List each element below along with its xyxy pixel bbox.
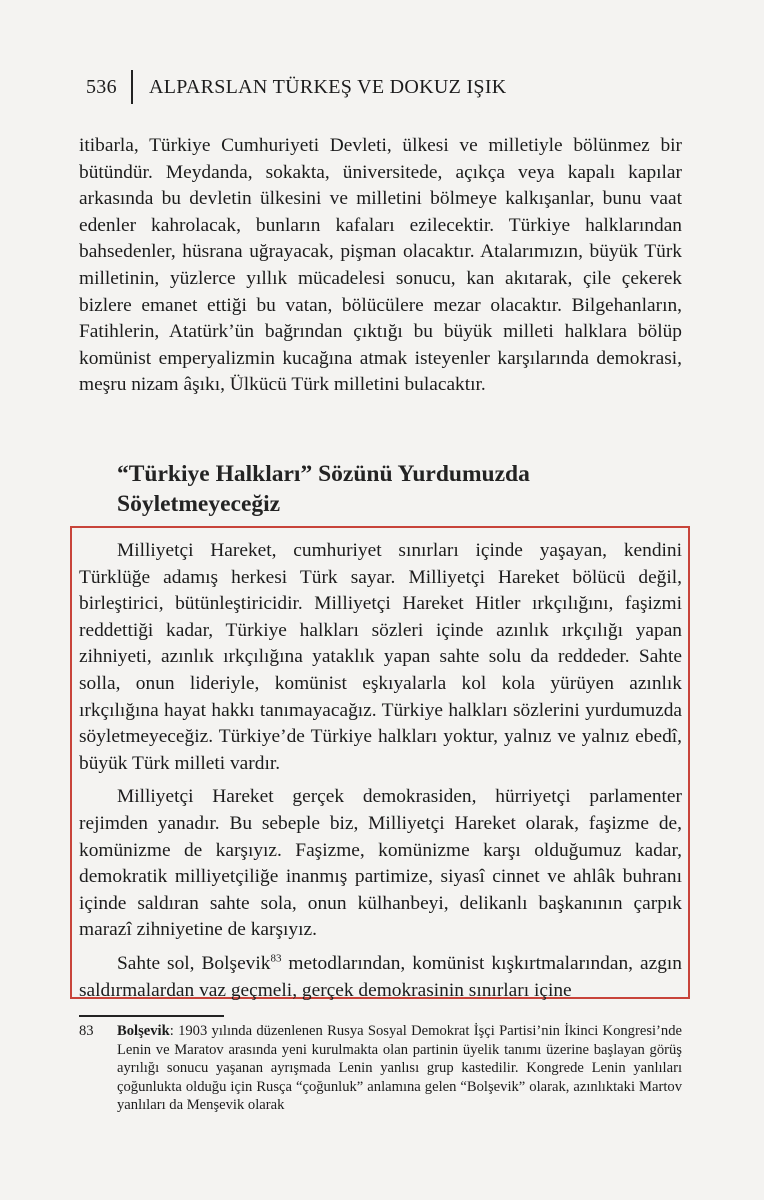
footnote-separator	[79, 1015, 224, 1017]
footnote-number: 83	[79, 1023, 94, 1039]
footnote-term: Bolşevik	[117, 1023, 170, 1039]
paragraph-text: metodlarından, komünist kışkırtmalarından, azgın saldırmalardan vaz geçmeli, gerçek demokrasinin sınırları içine	[79, 952, 682, 1001]
paragraph: Milliyetçi Hareket, cumhuriyet sınırları içinde yaşayan, kendini Türklüğe adamış herkesi Türk sayar. Milliyetçi Hareket bölücü değil, birleştirici, bütünleştiricidir. Milliyetçi Hareket Hitler ırkçılığını, faşizmi reddettiği kadar, Türkiye halkları sözleri içinde azınlık ırkçılığı yapan zihniyeti, azınlık ırkçılığına yataklık yapan sahte solu da reddeder. Sahte solla, onun lideriyle, komünist eşkıyalarla kol kola yürüyen azınlık ırkçılığına hayat hakkı tanımayacağız. Türkiye halkları sözlerini yurdumuzda söyletmeyeceğiz. Türkiye’de Türkiye halkları yoktur, yalnız ve yalnız ebedî, büyük Türk milleti vardır.	[79, 540, 682, 774]
highlighted-text	[79, 538, 682, 1011]
paragraph-text: Sahte sol, Bolşevik	[117, 952, 271, 974]
running-header	[86, 70, 507, 104]
paragraph: itibarla, Türkiye Cumhuriyeti Devleti, ülkesi ve milletiyle bölünmez bir bütündür. Meydanda, sokakta, üniversitede, açıkça veya kapalı kapılar arkasında bu devletin ülkesini ve milletini bölmeye kalkışanlar, bunu vaat edenler kahrolacak, bunların kafaları ezilecektir. Türkiye halklarından bahsedenler, hüsrana uğrayacak, pişman olacaktır. Atalarımızın, büyük Türk milletinin, yüzlerce yıllık mücadelesi sonucu, kan akıtarak, çile çekerek bizlere emanet ettiği bu vatan, bölücülere mezar olacaktır. Bilgehanların, Fatihlerin, Atatürk’ün bağrından çıktığı bu büyük milleti halklara bölüp komünist emperyalizmin kucağına atmak isteyenler karşılarında demokrasi, meşru nizam âşıkı, Ülkücü Türk milletini bulacaktır.	[79, 135, 682, 396]
paragraph	[79, 951, 682, 1004]
header-divider	[131, 70, 133, 104]
continued-paragraph-block	[79, 133, 682, 399]
footnote-reference[interactable]: 83	[270, 952, 282, 965]
footnote-text: : 1903 yılında düzenlenen Rusya Sosyal Demokrat İşçi Partisi’nin İkinci Kongresi’nde Lenin ve Maratov arasında yeni kurulmakta olan partinin üyelik tanımı üzerine başlayan görüş ayrılığı sonucu yaşanan ayrışmada Lenin yanlısı grup kastedilir. Kongrede Lenin yanlıları çoğunlukta olduğu için Rusça “çoğunluk” anlamına gelen “Bolşevik” olarak, azınlıktaki Martov yanlıları da Menşevik olarak	[117, 1023, 682, 1113]
paragraph: Milliyetçi Hareket gerçek demokrasiden, hürriyetçi parlamenter rejimden yanadır. Bu sebeple biz, Milliyetçi Hareket olarak, faşizme de, komünizme de karşıyız. Faşizme, komünizme karşı olduğumuz kadar, demokratik milliyetçiliğe inanmış partimize, siyasî cinnet ve ahlâk buhranı içinde saldıran sahte sola, onun külhanbeyi, delikanlı başkanının çarpık marazî zihniyetine de karşıyız.	[79, 786, 682, 941]
footnote	[79, 1022, 682, 1115]
section-heading: “Türkiye Halkları” Sözünü Yurdumuzda Söyletmeyeceğiz	[117, 461, 530, 517]
running-title: ALPARSLAN TÜRKEŞ VE DOKUZ IŞIK	[149, 75, 507, 98]
page-number: 536	[86, 75, 117, 98]
footnote-body	[117, 1022, 682, 1115]
